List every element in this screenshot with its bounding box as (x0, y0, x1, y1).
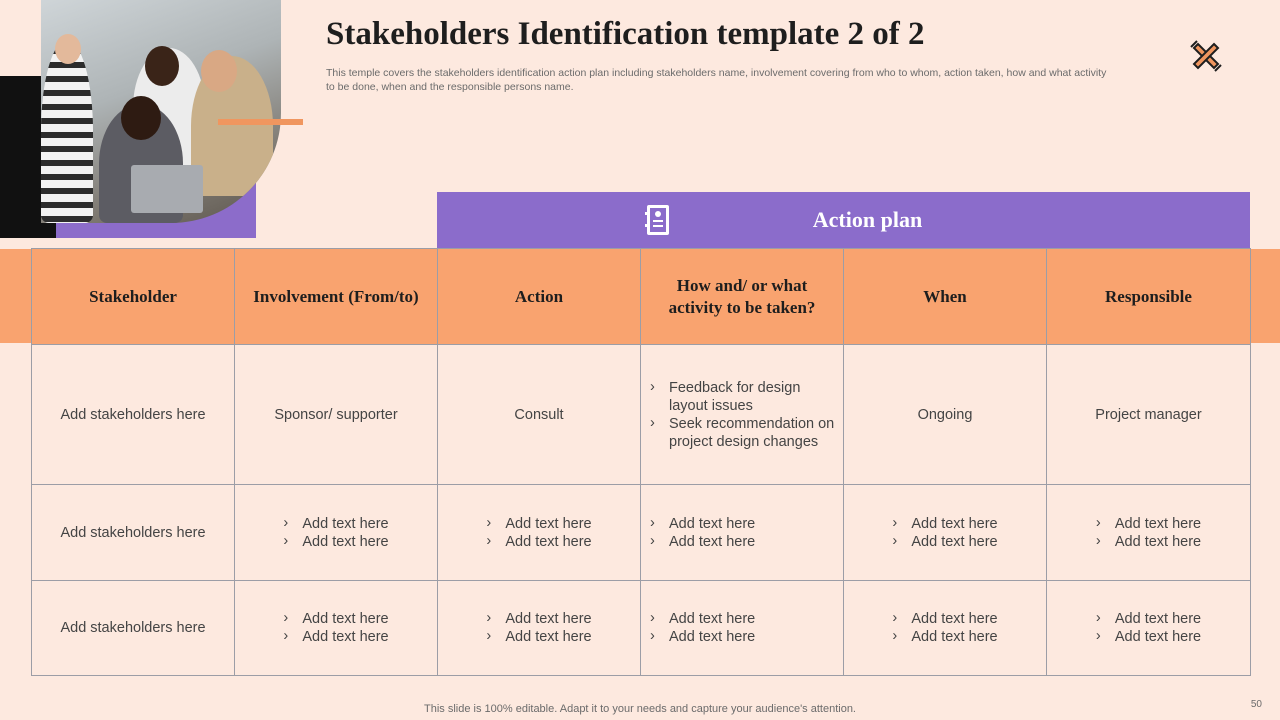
list-item: › Add text here (283, 515, 388, 533)
cell-how (641, 485, 844, 581)
list-item: › Add text here (892, 533, 997, 551)
list-item: › Add text here (486, 610, 591, 628)
cell-stakeholder: Add stakeholders here (32, 581, 235, 676)
column-header-action: Action (438, 249, 641, 345)
list-item: › Add text here (486, 515, 591, 533)
cell-how (641, 345, 844, 485)
cell-when: Ongoing (844, 345, 1047, 485)
cell-involvement: Sponsor/ supporter (235, 345, 438, 485)
table-row (32, 345, 1251, 485)
list-item: › Add text here (892, 628, 997, 646)
list-item: › Add text here (892, 515, 997, 533)
table-row (32, 581, 1251, 676)
list-item: › Add text here (283, 628, 388, 646)
cell-stakeholder: Add stakeholders here (32, 345, 235, 485)
document-icon (645, 204, 671, 236)
cell-involvement (235, 581, 438, 676)
list-item: › Add text here (1096, 533, 1201, 551)
list-item: › Add text here (486, 533, 591, 551)
list-item: › Feedback for design layout issues (650, 379, 837, 415)
column-header-stakeholder: Stakeholder (32, 249, 235, 345)
cell-action (438, 485, 641, 581)
page-number: 50 (1250, 699, 1262, 710)
team-photo (41, 0, 281, 223)
cell-action (438, 581, 641, 676)
table-header-row (32, 249, 1251, 345)
list-item: › Add text here (650, 610, 837, 628)
cell-responsible (1047, 485, 1251, 581)
list-item: › Add text here (650, 533, 837, 551)
slide-title: Stakeholders Identification template 2 of 2 (326, 16, 925, 52)
cross-logo-icon (1188, 38, 1224, 74)
list-item: › Add text here (1096, 628, 1201, 646)
list-item: › Add text here (892, 610, 997, 628)
cell-stakeholder: Add stakeholders here (32, 485, 235, 581)
cell-responsible (1047, 581, 1251, 676)
column-header-how: How and/ or what activity to be taken? (641, 249, 844, 345)
column-header-when: When (844, 249, 1047, 345)
cell-involvement (235, 485, 438, 581)
list-item: › Add text here (650, 628, 837, 646)
action-plan-label: Action plan (812, 207, 923, 232)
slide-subtitle: This temple covers the stakeholders identification action plan including stakeholders name, involvement covering from who to whom, action taken, how and what activity to be done, when and the responsible persons name. (326, 67, 1107, 93)
stakeholder-table (31, 248, 1251, 676)
cell-action: Consult (438, 345, 641, 485)
list-item: › Add text here (650, 515, 837, 533)
footer-note: This slide is 100% editable. Adapt it to your needs and capture your audience's attention. (424, 703, 856, 715)
list-item: › Add text here (283, 610, 388, 628)
cell-responsible: Project manager (1047, 345, 1251, 485)
table-row (32, 485, 1251, 581)
list-item: › Add text here (1096, 515, 1201, 533)
cell-when (844, 485, 1047, 581)
column-header-responsible: Responsible (1047, 249, 1251, 345)
list-item: › Add text here (283, 533, 388, 551)
list-item: › Add text here (1096, 610, 1201, 628)
cell-how (641, 581, 844, 676)
decorative-orange-dash (218, 119, 303, 125)
cell-when (844, 581, 1047, 676)
list-item: › Seek recommendation on project design changes (650, 415, 837, 451)
action-plan-header (437, 192, 1250, 248)
list-item: › Add text here (486, 628, 591, 646)
column-header-involvement: Involvement (From/to) (235, 249, 438, 345)
